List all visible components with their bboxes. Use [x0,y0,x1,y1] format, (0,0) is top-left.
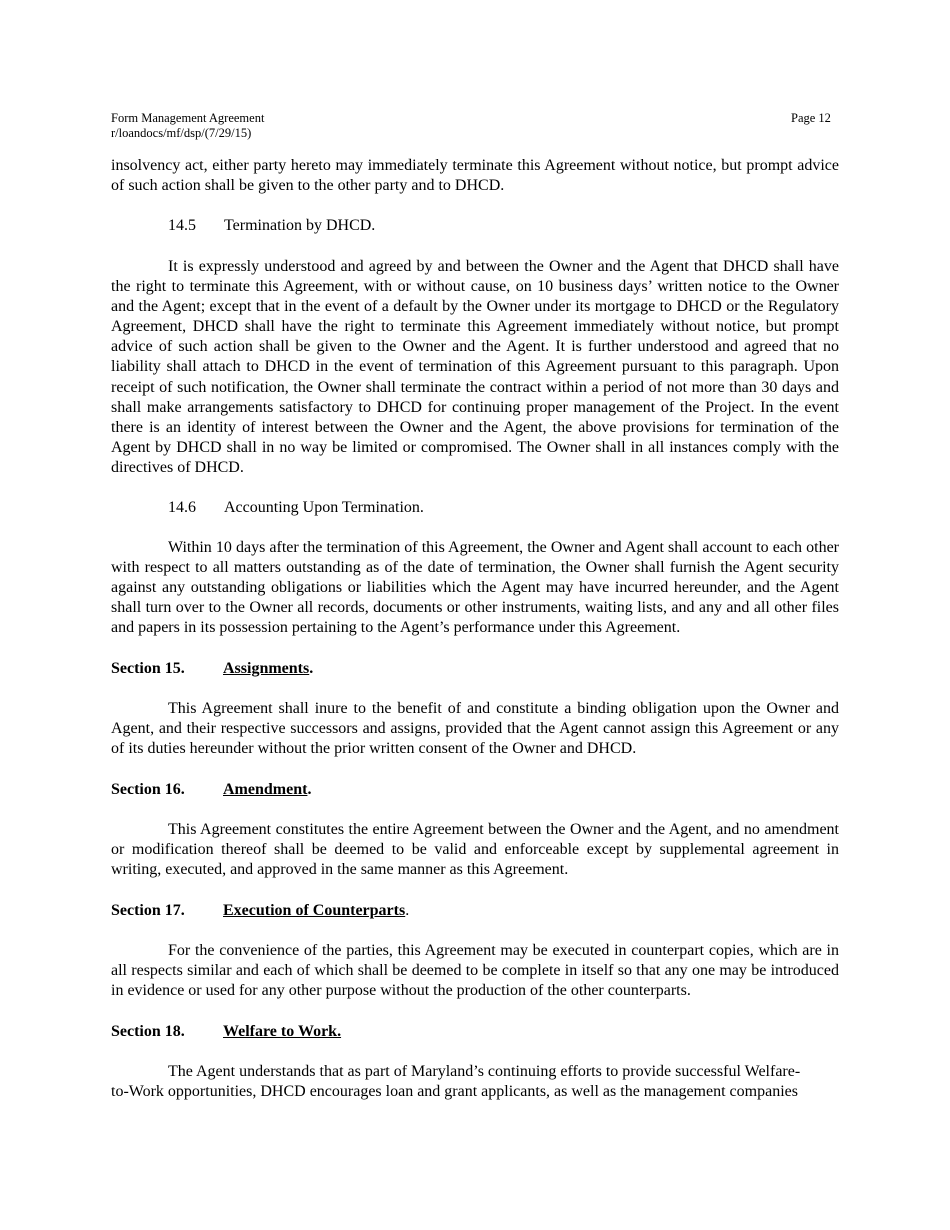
document-path: r/loandocs/mf/dsp/(7/29/15) [111,126,252,140]
section-heading-18 [111,1022,341,1042]
section-heading-17 [111,901,409,921]
subsection-title: Accounting Upon Termination. [224,499,424,516]
section-title-punct: . [307,781,312,798]
paragraph-text: insolvency act, either party hereto may immediately terminate this Agreement without notice, but prompt advice of such action shall be given to the other party and to DHCD. [111,157,839,195]
subsection-heading-14-5 [168,216,375,236]
subsection-heading-14-6 [168,498,424,518]
subsection-number: 14.5 [168,217,196,234]
section-number: Section 17. [111,902,185,919]
subsection-number: 14.6 [168,499,196,516]
section-heading-16 [111,780,311,800]
paragraph-accounting-upon-termination [111,538,839,638]
paragraph-text: For the convenience of the parties, this Agreement may be executed in counterpart copies, which are in all respects similar and each of which shall be deemed to be complete in itself so that any one may be introduced in evidence or used for any other purpose without the production of the other counterparts. [111,942,839,1000]
section-title-punct: . [405,902,410,919]
paragraph-termination-by-dhcd [111,257,839,478]
paragraph-assignments [111,699,839,759]
section-number: Section 18. [111,1023,185,1040]
paragraph-text: Within 10 days after the termination of this Agreement, the Owner and Agent shall account to each other with respect to all matters outstanding as of the date of termination, the Owner shall furnish the Agent security against any outstanding obligations or liabilities which the Agent may have incurred hereunder, and the Agent shall turn over to the Owner all records, documents or other instruments, waiting lists, and any and all other files and papers in its possession pertaining to the Agent’s performance under this Agreement. [111,539,839,637]
section-title: Amendment [223,781,308,798]
section-title: Welfare to Work. [223,1023,342,1040]
paragraph-welfare-to-work [111,1062,839,1102]
section-number: Section 16. [111,781,185,798]
paragraph-text: This Agreement constitutes the entire Agreement between the Owner and the Agent, and no amendment or modification thereof shall be deemed to be valid and enforceable except by supplemental agreement in writing, executed, and approved in the same manner as this Agreement. [111,821,839,879]
paragraph-line: The Agent understands that as part of Maryland’s continuing efforts to provide successful Welfare- [168,1063,801,1080]
paragraph-continuation [111,156,839,196]
paragraph-line: to-Work opportunities, DHCD encourages loan and grant applicants, as well as the management companies [111,1083,798,1101]
page-number: Page 12 [791,111,831,125]
section-title: Assignments [223,660,310,677]
paragraph-text: It is expressly understood and agreed by and between the Owner and the Agent that DHCD shall have the right to terminate this Agreement, with or without cause, on 10 business days’ written notice to the Owner and the Agent; except that in the event of a default by the Owner under its mortgage to DHCD or the Regulatory Agreement, DHCD shall have the right to terminate this Agreement immediately without notice, but prompt advice of such action shall be given to the Owner and the Agent. It is further understood and agreed that no liability shall attach to DHCD in the event of termination of this Agreement pursuant to this paragraph. Upon receipt of such notification, the Owner shall terminate the contract within a period of not more than 30 days and shall make arrangements satisfactory to DHCD for continuing proper management of the Project. In the event there is an identity of interest between the Owner and the Agent, the above provisions for termination of the Agent by DHCD shall in no way be limited or compromised. The Owner shall in all instances comply with the directives of DHCD. [111,258,839,476]
paragraph-text: This Agreement shall inure to the benefit of and constitute a binding obligation upon the Owner and Agent, and their respective successors and assigns, provided that the Agent cannot assign this Agreement or any of its duties hereunder without the prior written consent of the Owner and DHCD. [111,700,839,758]
subsection-title: Termination by DHCD. [224,217,376,234]
section-number: Section 15. [111,660,185,677]
running-header [111,111,839,141]
section-heading-15 [111,659,313,679]
document-title: Form Management Agreement [111,111,265,125]
section-title: Execution of Counterparts [223,902,406,919]
paragraph-amendment [111,820,839,880]
section-title-punct: . [309,660,314,677]
paragraph-execution-of-counterparts [111,941,839,1001]
